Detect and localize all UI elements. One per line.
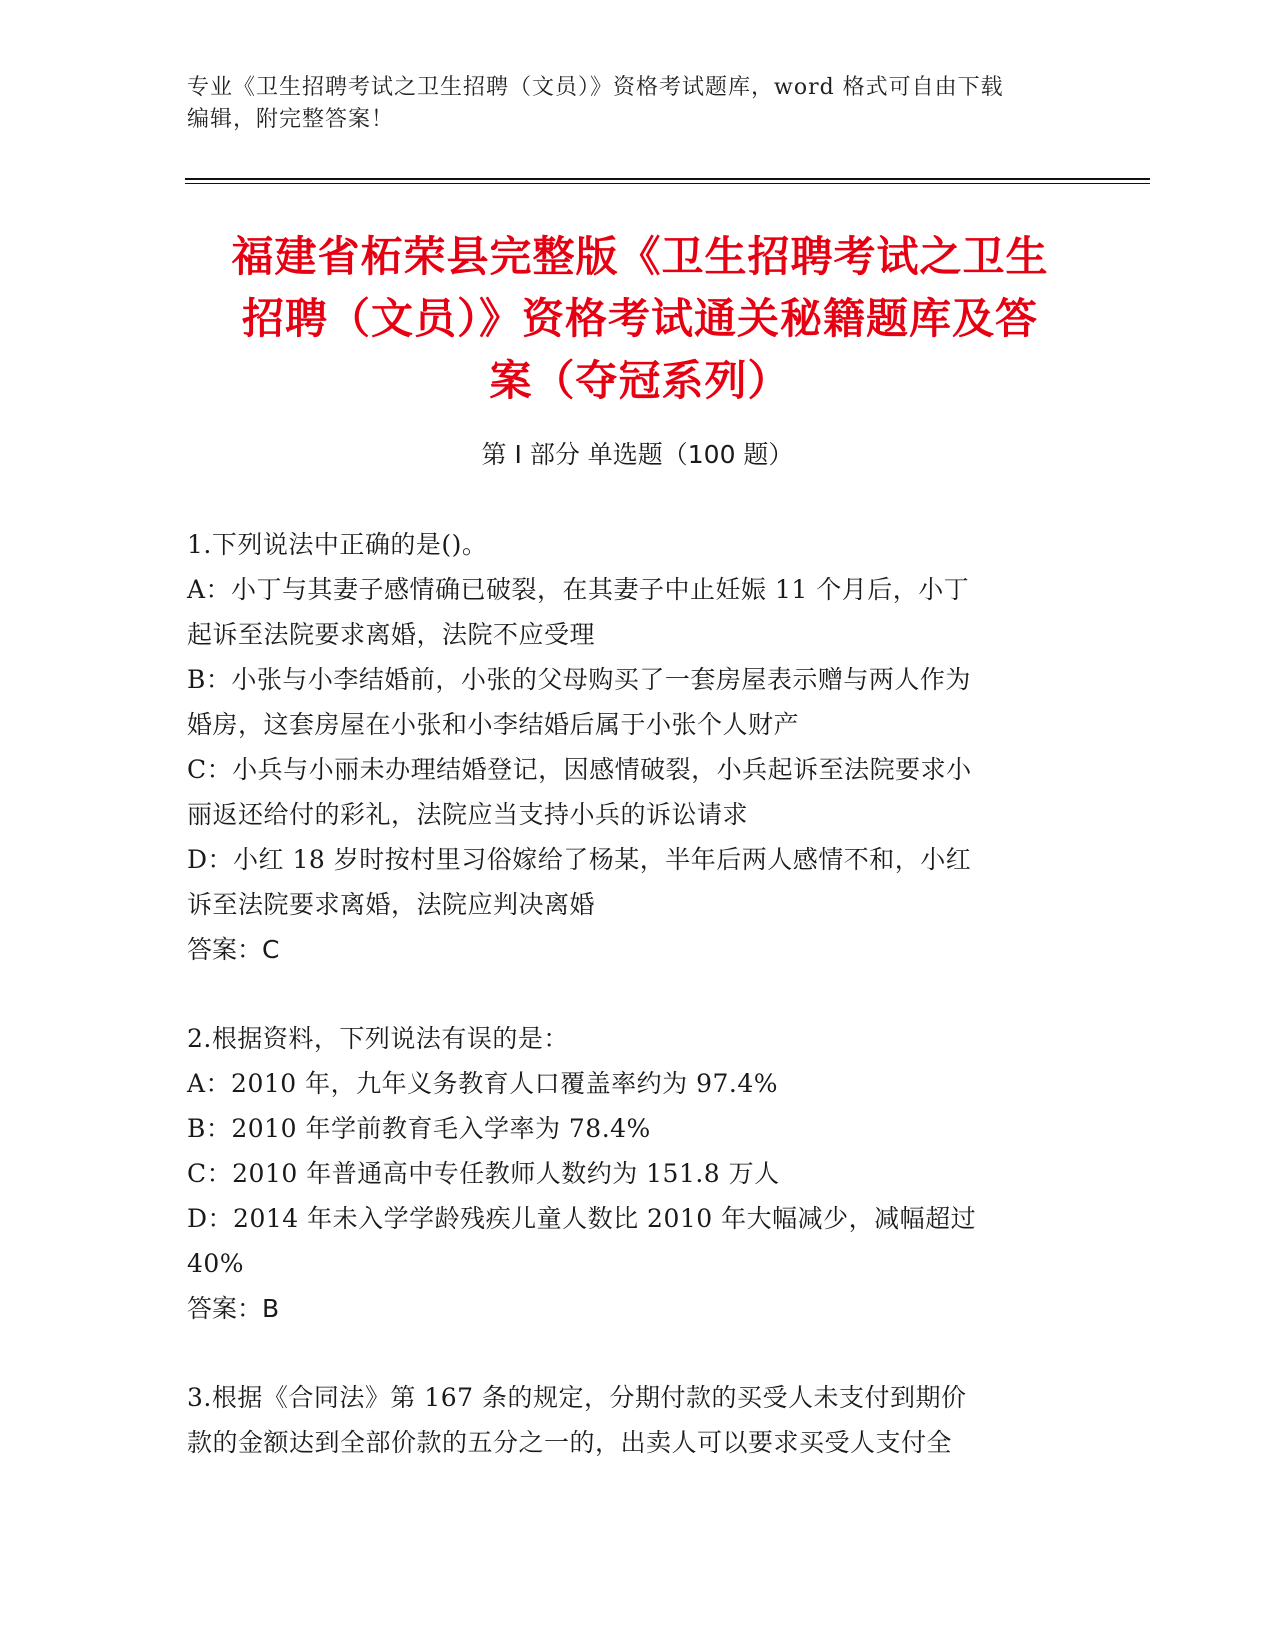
option-b: B：2010 年学前教育毛入学率为 78.4% [187, 1114, 651, 1143]
document-header [187, 72, 1087, 136]
option-b: B：小张与小李结婚前，小张的父母购买了一套房屋表示赠与两人作为 [187, 665, 971, 694]
question-1 [187, 522, 1082, 972]
option-b-cont: 婚房，这套房屋在小张和小李结婚后属于小张个人财产 [187, 710, 800, 739]
option-d: D：2014 年未入学学龄残疾儿童人数比 2010 年大幅减少，减幅超过 [187, 1204, 977, 1233]
question-stem: 3.根据《合同法》第 167 条的规定，分期付款的买受人未支付到期价 [187, 1383, 967, 1412]
title-line-2: 招聘（文员）》资格考试通关秘籍题库及答 [241, 294, 1038, 343]
section-heading: 第 I 部分 单选题（100 题） [481, 440, 794, 469]
option-d-cont: 诉至法院要求离婚，法院应判决离婚 [187, 890, 596, 919]
option-c: C：2010 年普通高中专任教师人数约为 151.8 万人 [187, 1159, 780, 1188]
header-line-1: 专业《卫生招聘考试之卫生招聘（文员）》资格考试题库，word 格式可自由下载 [187, 75, 1004, 100]
answer-line: 答案：C [187, 935, 280, 964]
option-a: A：2010 年，九年义务教育人口覆盖率约为 97.4% [187, 1069, 778, 1098]
option-c: C：小兵与小丽未办理结婚登记，因感情破裂，小兵起诉至法院要求小 [187, 755, 972, 784]
question-3 [187, 1375, 1082, 1465]
answer-line: 答案：B [187, 1294, 280, 1323]
title-line-1: 福建省柘荣县完整版《卫生招聘考试之卫生 [231, 232, 1049, 281]
question-stem: 2.根据资料，下列说法有误的是： [187, 1024, 569, 1053]
option-a-cont: 起诉至法院要求离婚，法院不应受理 [187, 620, 596, 649]
document-title [190, 226, 1090, 412]
title-line-3: 案（夺冠系列） [489, 356, 791, 405]
option-a: A：小丁与其妻子感情确已破裂，在其妻子中止妊娠 11 个月后，小丁 [187, 575, 970, 604]
option-d: D：小红 18 岁时按村里习俗嫁给了杨某，半年后两人感情不和，小红 [187, 845, 972, 874]
header-divider-thin [185, 183, 1150, 184]
header-divider [185, 178, 1150, 180]
question-2 [187, 1016, 1082, 1331]
question-stem-cont: 款的金额达到全部价款的五分之一的，出卖人可以要求买受人支付全 [187, 1428, 953, 1457]
option-c-cont: 丽返还给付的彩礼，法院应当支持小兵的诉讼请求 [187, 800, 749, 829]
question-stem: 1.下列说法中正确的是()。 [187, 530, 488, 559]
option-d-cont: 40% [187, 1249, 245, 1278]
question-list [187, 522, 1082, 1509]
header-line-2: 编辑，附完整答案！ [187, 107, 395, 132]
